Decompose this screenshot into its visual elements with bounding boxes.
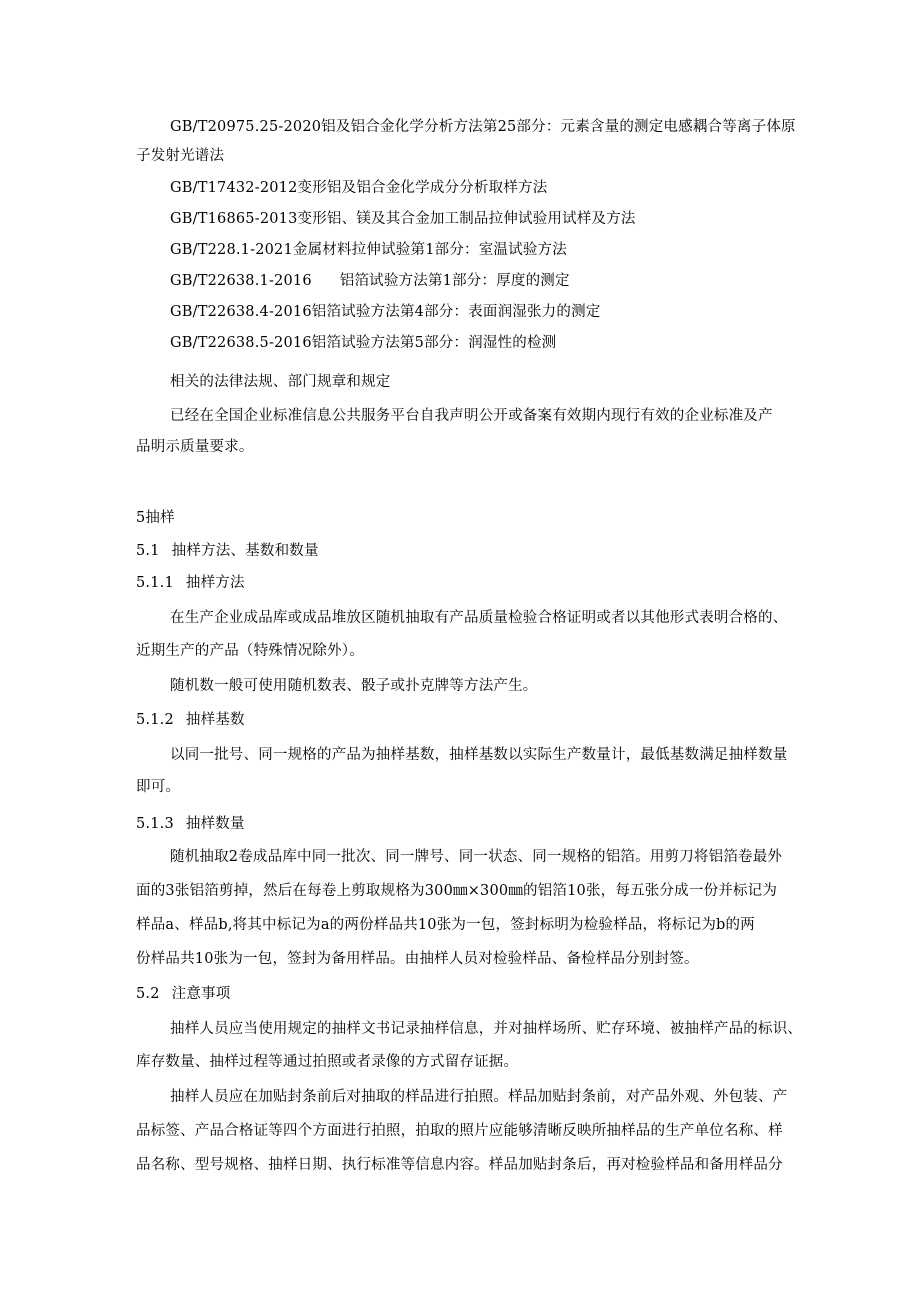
paragraph: 以同一批号、同一规格的产品为抽样基数，抽样基数以实际生产数量计，最低基数满足抽样数量 [170,747,788,763]
reference-code: GB/T22638.1-2016 [170,273,312,289]
section-heading-5-1-3: 5.1.3 抽样数量 [136,816,245,832]
paragraph-cont: 品名称、型号规格、抽样日期、执行标准等信息内容。样品加贴封条后，再对检验样品和备用样品分 [136,1157,783,1173]
reference-item: GB/T228.1-2021金属材料拉伸试验第1部分：室温试验方法 [170,242,567,258]
paragraph: 抽样人员应在加贴封条前后对抽取的样品进行拍照。样品加贴封条前，对产品外观、外包装、产 [170,1089,788,1105]
section-heading-5-1-2: 5.1.2 抽样基数 [136,712,245,728]
paragraph-cont: 品标签、产品合格证等四个方面进行拍照，拍取的照片应能够清晰反映所抽样品的生产单位名称、样 [136,1123,783,1139]
paragraph: 抽样人员应当使用规定的抽样文书记录抽样信息，并对抽样场所、贮存环境、被抽样产品的标识、 [170,1021,803,1037]
paragraph-cont: 近期生产的产品（特殊情况除外）。 [136,643,364,659]
section-heading-5-2: 5.2 注意事项 [136,986,231,1002]
reference-title: 铝箔试验方法第1部分：厚度的测定 [339,273,570,289]
laws-paragraph: 相关的法律法规、部门规章和规定 [170,374,391,390]
section-heading-5: 5抽样 [136,510,175,526]
paragraph-cont: 库存数量、抽样过程等通过拍照或者录像的方式留存证据。 [136,1054,519,1070]
reference-item [170,271,570,291]
section-heading-5-1-1: 5.1.1 抽样方法 [136,575,245,591]
paragraph-cont: 份样品共10张为一包，签封为备用样品。由抽样人员对检验样品、备检样品分别封签。 [136,951,699,967]
paragraph: 在生产企业成品库或成品堆放区随机抽取有产品质量检验合格证明或者以其他形式表明合格的、 [170,610,788,626]
paragraph: 随机抽取2卷成品库中同一批次、同一牌号、同一状态、同一规格的铝箔。用剪刀将铝箔卷最外 [170,849,783,865]
enterprise-standard-paragraph: 已经在全国企业标准信息公共服务平台自我声明公开或备案有效期内现行有效的企业标准及产 [170,408,773,424]
enterprise-standard-paragraph-cont: 品明示质量要求。 [136,439,254,455]
reference-item: GB/T17432-2012变形铝及铝合金化学成分分析取样方法 [170,180,548,196]
section-heading-5-1: 5.1 抽样方法、基数和数量 [136,543,319,559]
reference-item: GB/T16865-2013变形铝、镁及其合金加工制品拉伸试验用试样及方法 [170,211,636,227]
paragraph: 随机数一般可使用随机数表、骰子或扑克牌等方法产生。 [170,678,538,694]
paragraph-cont: 即可。 [136,779,181,795]
paragraph-cont: 面的3张铝箔剪掉，然后在每卷上剪取规格为300㎜×300㎜的铝箔10张，每五张分成一份并标记为 [136,883,778,899]
reference-item-continuation: 子发射光谱法 [136,148,225,164]
reference-item: GB/T22638.4-2016铝箔试验方法第4部分：表面润湿张力的测定 [170,304,601,320]
reference-item: GB/T20975.25-2020铝及铝合金化学分析方法第25部分：元素含量的测定电感耦合等离子体原 [170,119,796,135]
reference-item: GB/T22638.5-2016铝箔试验方法第5部分：润湿性的检测 [170,335,557,351]
paragraph-cont: 样品a、样品b,将其中标记为a的两份样品共10张为一包，签封标明为检验样品，将标记为b的两 [136,917,755,933]
